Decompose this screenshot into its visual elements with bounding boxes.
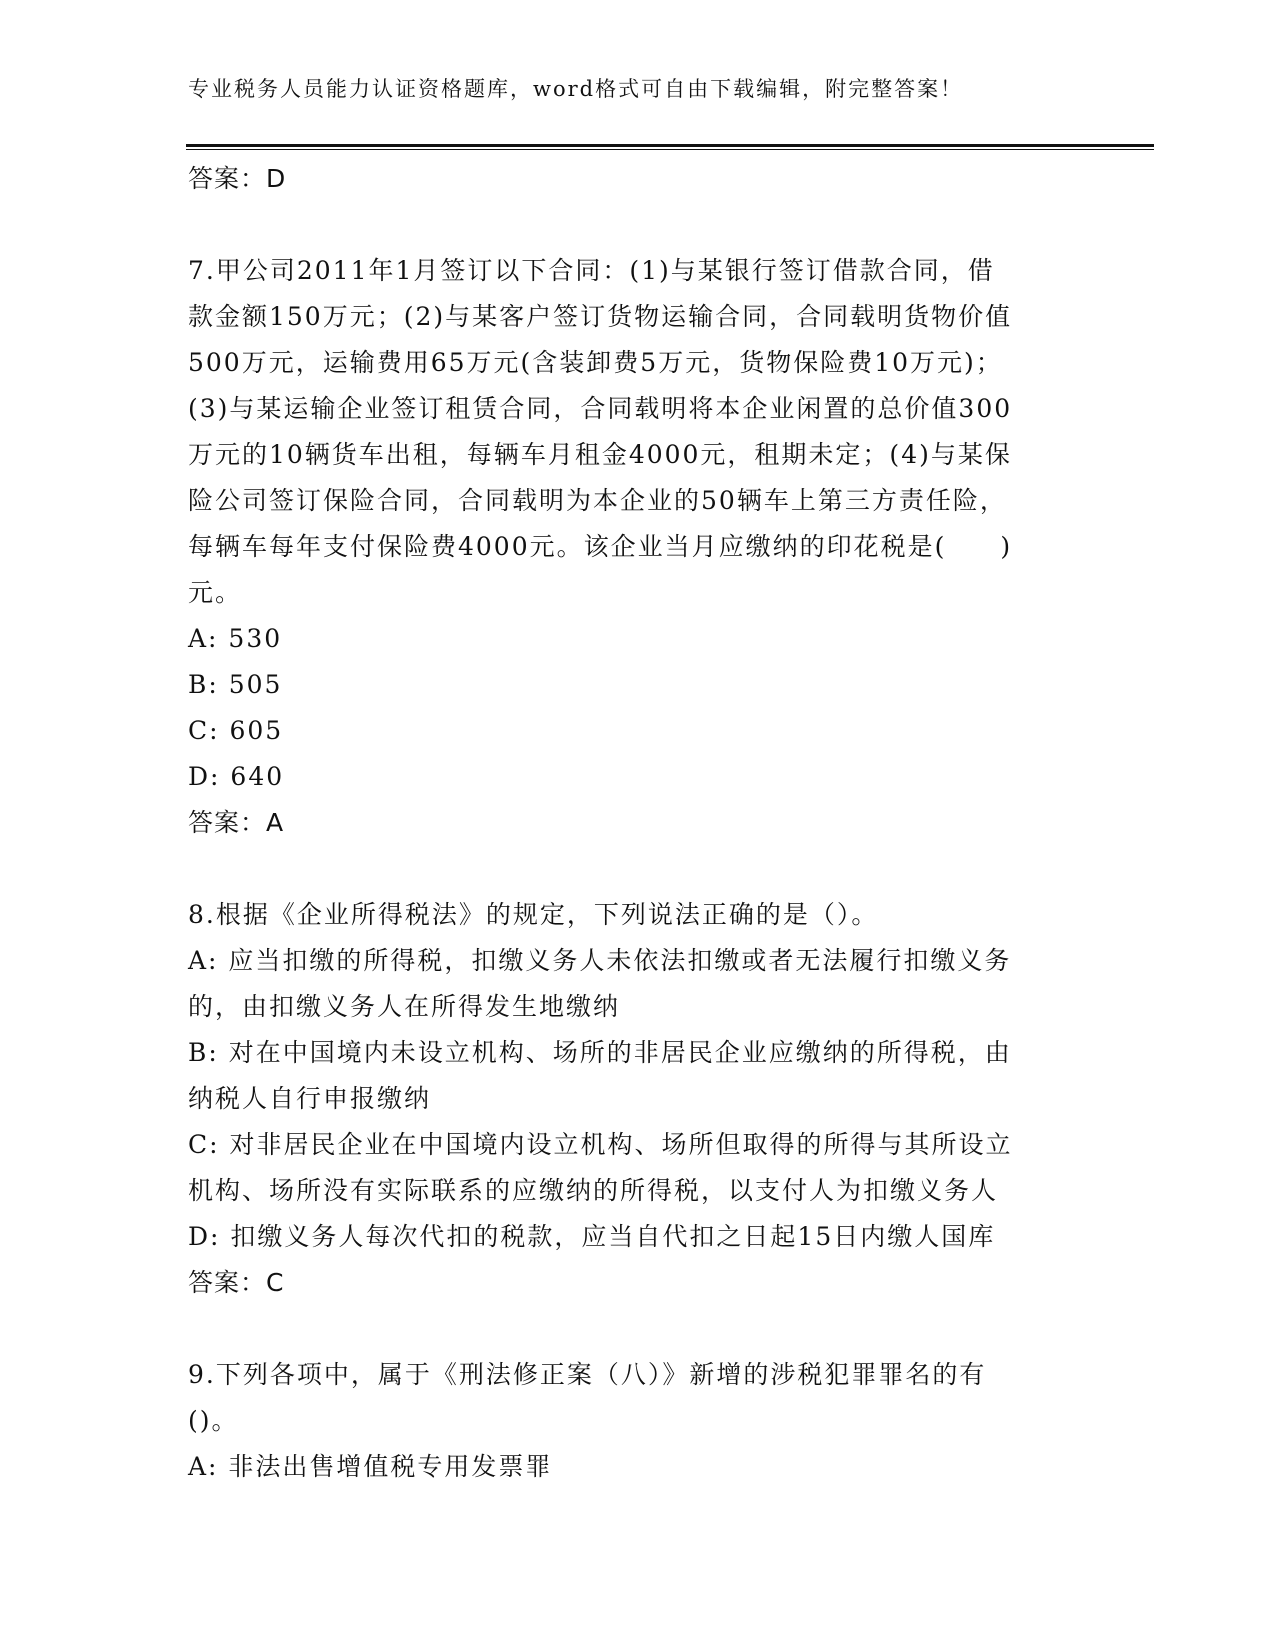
- text-line: 款金额150万元；(2)与某客户签订货物运输合同，合同载明货物价值: [188, 302, 1013, 331]
- text-line: 8.根据《企业所得税法》的规定，下列说法正确的是（）。: [188, 900, 879, 929]
- text-line: A: 530: [188, 624, 283, 653]
- page-header: 专业税务人员能力认证资格题库，word格式可自由下载编辑，附完整答案！: [188, 77, 964, 101]
- text-line: 每辆车每年支付保险费4000元。该企业当月应缴纳的印花税是( ): [188, 532, 1013, 561]
- text-line: B: 对在中国境内未设立机构、场所的非居民企业应缴纳的所得税，由: [188, 1038, 1012, 1067]
- spacer: [188, 846, 1068, 892]
- header-rule-thick: [186, 144, 1154, 147]
- spacer: [188, 202, 1068, 248]
- text-line: A: 应当扣缴的所得税，扣缴义务人未依法扣缴或者无法履行扣缴义务: [188, 946, 1012, 975]
- text-line: 纳税人自行申报缴纳: [188, 1084, 432, 1113]
- answer-line: 答案：A: [188, 808, 285, 837]
- text-line: 险公司签订保险合同，合同载明为本企业的50辆车上第三方责任险，: [188, 486, 1007, 515]
- answer-line: 答案：C: [188, 1268, 285, 1297]
- text-line: C: 对非居民企业在中国境内设立机构、场所但取得的所得与其所设立: [188, 1130, 1013, 1159]
- text-line: (3)与某运输企业签订租赁合同，合同载明将本企业闲置的总价值300: [188, 394, 1013, 423]
- answer-line: 答案：D: [188, 164, 287, 193]
- text-line: 9.下列各项中，属于《刑法修正案（八）》新增的涉税犯罪罪名的有: [188, 1360, 987, 1389]
- header-rule-thin: [186, 149, 1154, 150]
- question-content: [188, 156, 1068, 1490]
- text-line: ()。: [188, 1406, 239, 1435]
- text-line: C: 605: [188, 716, 284, 745]
- text-line: D: 640: [188, 762, 285, 791]
- text-line: 万元的10辆货车出租，每辆车月租金4000元，租期未定；(4)与某保: [188, 440, 1012, 469]
- text-line: 500万元，运输费用65万元(含装卸费5万元，货物保险费10万元)；: [188, 348, 1003, 377]
- text-line: 7.甲公司2011年1月签订以下合同：(1)与某银行签订借款合同，借: [188, 256, 995, 285]
- text-line: 机构、场所没有实际联系的应缴纳的所得税，以支付人为扣缴义务人: [188, 1176, 999, 1205]
- text-line: A: 非法出售增值税专用发票罪: [188, 1452, 553, 1481]
- text-line: 的，由扣缴义务人在所得发生地缴纳: [188, 992, 621, 1021]
- spacer: [188, 1306, 1068, 1352]
- text-line: 元。: [188, 578, 243, 607]
- text-line: D: 扣缴义务人每次代扣的税款，应当自代扣之日起15日内缴人国库: [188, 1222, 996, 1251]
- text-line: B: 505: [188, 670, 283, 699]
